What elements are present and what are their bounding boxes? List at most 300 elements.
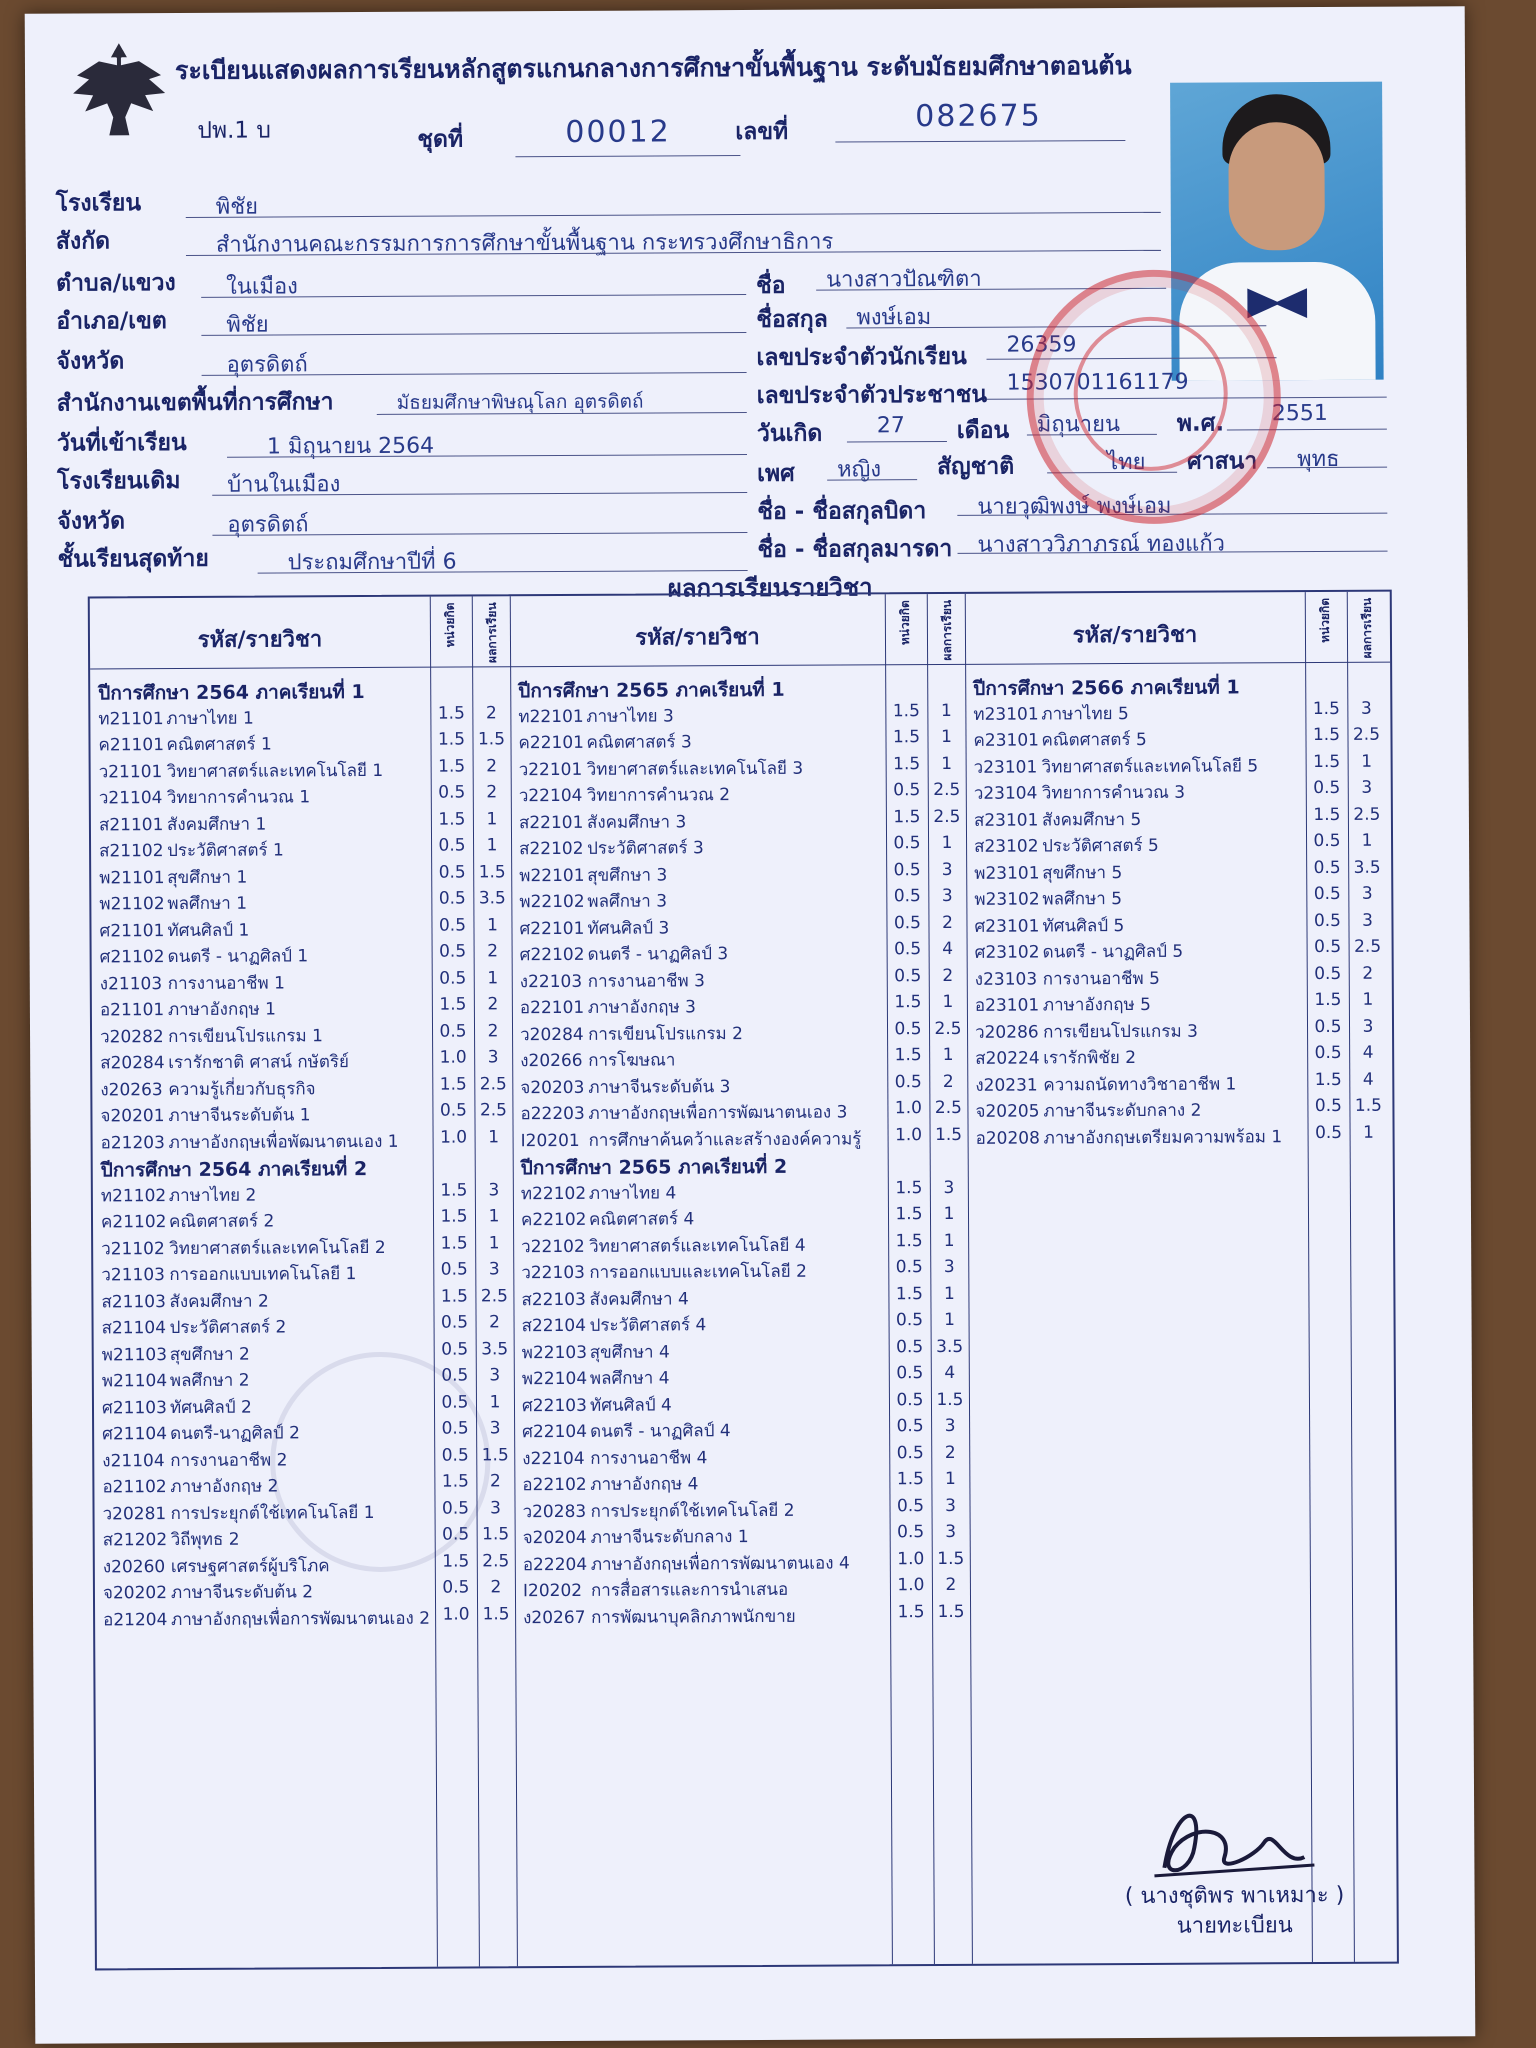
subject-code: ส21104: [101, 1318, 167, 1339]
subject-name: การสื่อสารและการนำเสนอ: [590, 1579, 789, 1601]
subject-row: [522, 1364, 670, 1392]
subject-row: [519, 834, 704, 862]
subject-row: [102, 1393, 252, 1421]
subject-row: [521, 1125, 862, 1154]
set-number: 00012: [565, 114, 671, 150]
subject-code: พ22104: [521, 1368, 588, 1390]
credit-value: 1.5: [441, 1471, 469, 1492]
col-grade-header: ผลการเรียน: [939, 599, 955, 661]
school-seal-stamp: [1026, 269, 1281, 524]
credit-value: 0.5: [893, 859, 921, 880]
credit-value: 1.5: [437, 702, 465, 724]
grade-value: 3: [941, 859, 953, 880]
subject-code: ว21102: [101, 1238, 165, 1259]
credit-value: 0.5: [1313, 830, 1341, 852]
subject-row: [99, 783, 310, 811]
credit-value: 1.5: [894, 1045, 922, 1066]
grade-value: 3: [945, 1521, 957, 1542]
subject-row: [103, 1552, 330, 1580]
subject-row: [976, 1123, 1283, 1152]
credit-value: 0.5: [893, 833, 921, 854]
subject-name: สุขศึกษา 3: [587, 864, 668, 886]
subject-row: [101, 1207, 274, 1235]
credit-value: 0.5: [1314, 1095, 1342, 1117]
subject-code: ค22102: [520, 1209, 587, 1231]
subject-name: การเขียนโปรแกรม 2: [587, 1023, 743, 1045]
grade-value: 3: [944, 1415, 956, 1436]
credit-value: 1.5: [895, 1177, 923, 1198]
subject-name: ดนตรี-นาฏศิลป์ 2: [170, 1423, 300, 1445]
credit-value: 1.5: [1312, 724, 1341, 746]
credit-value: 0.5: [438, 835, 466, 856]
grade-value: 1.5: [482, 1603, 510, 1624]
subject-name: ภาษาจีนระดับต้น 1: [168, 1105, 311, 1127]
subject-name: สุขศึกษา 5: [1042, 862, 1123, 883]
subject-name: การงานอาชีพ 2: [170, 1449, 288, 1471]
credit-value: 0.5: [1313, 883, 1341, 905]
grade-value: 4: [1362, 1069, 1374, 1090]
subject-name: พลศึกษา 5: [1042, 889, 1123, 910]
grade-value: 3: [487, 1047, 499, 1068]
subject-code: จ20201: [100, 1106, 165, 1127]
col-credit-header: หน่วยกิต: [442, 602, 458, 648]
subject-row: [100, 995, 276, 1023]
grade-value: 1: [944, 1309, 956, 1330]
subject-row: [974, 779, 1185, 807]
subject-row: [100, 1022, 323, 1050]
subject-code: พ22103: [521, 1342, 588, 1363]
subject-code: อ21101: [99, 1000, 165, 1021]
subject-code: พ22101: [519, 865, 585, 886]
grade-value: 3: [1361, 883, 1373, 904]
school-name: พิชัย: [215, 194, 259, 220]
grade-value: 1: [943, 1283, 955, 1304]
credit-value: 0.5: [897, 1522, 925, 1543]
col-grade-header: ผลการเรียน: [1359, 597, 1375, 659]
subject-name: ทัศนศิลป์ 1: [167, 920, 250, 941]
subject-name: สังคมศึกษา 5: [1041, 809, 1142, 830]
grade-value: 2: [487, 994, 499, 1015]
subject-code: ว21103: [101, 1265, 165, 1286]
subject-name: การประยุกต์ใช้เทคโนโลยี 2: [590, 1500, 795, 1522]
credit-value: 1.5: [893, 806, 921, 827]
subject-row: [518, 702, 674, 730]
subject-code: ง22104: [522, 1448, 585, 1469]
credit-value: 1.5: [897, 1601, 925, 1622]
subject-row: [99, 890, 247, 918]
subject-row: [520, 1046, 675, 1074]
grade-value: 1: [941, 832, 953, 853]
grade-value: 1.5: [481, 1444, 509, 1465]
subject-code: ง20260: [102, 1556, 166, 1577]
subject-row: [519, 808, 686, 836]
results-table: [88, 590, 1399, 1971]
subject-code: ส21101: [98, 814, 164, 835]
subject-name: ประวัติศาสตร์ 1: [167, 840, 284, 862]
subject-name: ทัศนศิลป์ 2: [169, 1397, 252, 1418]
subject-code: พ22102: [519, 891, 585, 913]
subject-code: ศ22103: [521, 1395, 587, 1416]
subject-name: คณิตศาสตร์ 5: [1041, 729, 1147, 751]
subject-row: [974, 832, 1159, 860]
subject-code: ว20286: [974, 1021, 1039, 1043]
subject-row: [974, 912, 1124, 940]
subject-name: เรารักพิชัย 2: [1043, 1047, 1137, 1069]
subject-code: ง23103: [974, 968, 1038, 990]
credit-value: 1.0: [897, 1575, 925, 1596]
subject-code: ท21102: [100, 1185, 167, 1206]
subject-row: [100, 1075, 315, 1103]
grade-value: 1: [941, 726, 952, 747]
credit-value: 1.5: [1314, 989, 1342, 1011]
grade-value: 3: [1361, 910, 1373, 931]
grade-value: 1: [486, 835, 498, 856]
col-credit-header: หน่วยกิต: [897, 600, 913, 646]
subject-name: ความถนัดทางวิชาอาชีพ 1: [1043, 1073, 1237, 1095]
grade-value: 2: [944, 1442, 956, 1463]
subject-name: เศรษฐศาสตร์ผู้บริโภค: [170, 1555, 330, 1577]
subject-name: วิทยาศาสตร์และเทคโนโลยี 2: [169, 1237, 386, 1259]
credit-value: 0.5: [1313, 910, 1342, 931]
subject-code: อ22204: [522, 1554, 588, 1575]
subject-row: [975, 1097, 1201, 1125]
subject-code: พ23101: [974, 862, 1040, 884]
credit-value: 1.5: [1313, 751, 1341, 772]
subject-name: ความรู้เกี่ยวกับธุรกิจ: [168, 1078, 316, 1100]
subject-code: ส21103: [101, 1291, 166, 1312]
student-surname: พงษ์เอม: [856, 305, 932, 331]
subject-name: การงานอาชีพ 5: [1042, 968, 1160, 989]
grade-value: 1: [943, 1203, 955, 1224]
credit-value: 1.0: [894, 1098, 923, 1119]
subject-name: เรารักชาติ ศาสน์ กษัตริย์: [168, 1052, 350, 1074]
subject-code: อ21204: [103, 1609, 168, 1630]
subject-row: [103, 1578, 313, 1606]
subject-name: พลศึกษา 2: [169, 1370, 250, 1392]
grade-value: 1: [488, 1126, 500, 1147]
subject-name: การโฆษณา: [588, 1050, 676, 1071]
credit-value: 0.5: [439, 941, 467, 962]
credit-value: 1.5: [440, 1285, 468, 1307]
credit-value: 0.5: [438, 782, 466, 803]
credit-value: 0.5: [441, 1365, 469, 1386]
credit-value: 1.5: [440, 1206, 468, 1227]
credit-value: 1.5: [442, 1550, 470, 1572]
subject-row: [523, 1549, 850, 1578]
subject-row: [102, 1419, 300, 1447]
subject-row: [523, 1602, 796, 1630]
subject-row: [521, 1258, 807, 1286]
grade-value: 3: [490, 1497, 501, 1518]
subject-code: I20202: [522, 1580, 583, 1602]
grade-value: 2: [942, 1071, 954, 1092]
grade-value: 2: [490, 1577, 502, 1598]
subject-row: [100, 1048, 349, 1076]
semester-heading: ปีการศึกษา 2564 ภาคเรียนที่ 2: [100, 1158, 368, 1182]
subject-name: ภาษาจีนระดับต้น 3: [588, 1076, 731, 1098]
subject-name: ประวัติศาสตร์ 2: [169, 1317, 287, 1339]
subject-row: [975, 938, 1184, 966]
mother-label: ชื่อ - ชื่อสกุลมารดา: [757, 535, 953, 563]
subject-code: ส22103: [521, 1289, 586, 1310]
subject-name: การเขียนโปรแกรม 3: [1042, 1021, 1198, 1042]
credit-value: 0.5: [441, 1391, 469, 1413]
subject-code: พ21101: [99, 867, 165, 888]
subject-name: การพัฒนาบุคลิกภาพนักขาย: [591, 1606, 796, 1628]
subject-row: [102, 1340, 250, 1368]
subject-name: ภาษาไทย 5: [1041, 703, 1129, 724]
credit-value: 1.5: [439, 1073, 467, 1095]
credit-value: 1.5: [1313, 804, 1341, 825]
citizen-id-label: เลขประจำตัวประชาชน: [756, 381, 988, 409]
number-label: เลขที่: [735, 118, 789, 146]
credit-value: 0.5: [439, 1020, 467, 1042]
subject-row: [103, 1526, 240, 1554]
credit-value: 0.5: [893, 912, 922, 933]
subject-name: คณิตศาสตร์ 4: [588, 1209, 695, 1230]
grade-value: 3: [1362, 1016, 1374, 1037]
grade-value: 2.5: [479, 1100, 508, 1121]
subject-name: ประวัติศาสตร์ 5: [1042, 835, 1159, 857]
credit-value: 1.0: [442, 1603, 470, 1625]
birth-label: วันเกิด: [756, 420, 823, 447]
subject-code: ว20282: [100, 1026, 164, 1047]
subject-code: ท21101: [98, 708, 164, 729]
grade-value: 2: [486, 782, 498, 803]
subject-code: ค21102: [100, 1212, 167, 1233]
grade-value: 1: [1362, 989, 1374, 1010]
credit-value: 1.5: [895, 1230, 923, 1251]
credit-value: 1.5: [894, 992, 922, 1013]
subject-row: [520, 940, 729, 968]
subject-code: ค21101: [98, 735, 165, 756]
document-title: ระเบียนแสดงผลการเรียนหลักสูตรแกนกลางการศึกษาขั้นพื้นฐาน ระดับมัธยมศึกษาตอนต้น: [174, 50, 1132, 85]
subject-row: [974, 752, 1259, 780]
grade-value: 1: [944, 1468, 956, 1489]
credit-value: 0.5: [1314, 1016, 1342, 1037]
credit-value: 0.5: [1314, 936, 1342, 958]
subject-row: [975, 991, 1151, 1019]
credit-value: 0.5: [894, 939, 922, 960]
subject-code: ว21101: [98, 761, 163, 782]
subject-row: [101, 1127, 399, 1156]
subject-code: ศ21104: [102, 1424, 168, 1445]
credit-value: 0.5: [896, 1336, 924, 1357]
area-label: สำนักงานเขตพื้นที่การศึกษา: [56, 389, 334, 417]
credit-value: 0.5: [896, 1389, 924, 1410]
subject-code: ส20284: [100, 1053, 165, 1074]
subject-name: คณิตศาสตร์ 2: [168, 1211, 275, 1233]
citizen-id: 1530701161179: [1006, 369, 1189, 396]
subject-row: [522, 1496, 794, 1524]
credit-value: 1.5: [895, 1204, 923, 1225]
subject-row: [519, 914, 669, 942]
col-grade-header: ผลการเรียน: [484, 602, 500, 664]
grade-value: 3: [489, 1418, 501, 1439]
subject-code: ส21202: [102, 1530, 168, 1551]
document-number: 082675: [915, 98, 1042, 135]
sex: หญิง: [837, 457, 882, 483]
subject-row: [100, 969, 285, 997]
credit-value: 0.5: [441, 1444, 469, 1466]
subject-code: ท23101: [973, 703, 1039, 725]
grade-value: 1: [943, 1230, 955, 1251]
subject-code: พ21104: [101, 1371, 168, 1392]
nation-label: สัญชาติ: [937, 453, 1015, 481]
prev-school: บ้านในเมือง: [227, 472, 341, 498]
affiliation-label: สังกัด: [55, 228, 111, 255]
subject-row: [102, 1313, 287, 1341]
name-label: ชื่อ: [756, 272, 786, 299]
subject-code: ว20283: [522, 1501, 587, 1522]
credit-value: 0.5: [893, 886, 921, 907]
subject-name: วิทยาศาสตร์และเทคโนโลยี 5: [1041, 755, 1259, 777]
subject-row: [519, 861, 667, 889]
subject-name: ภาษาจีนระดับกลาง 1: [590, 1527, 749, 1548]
subject-name: สังคมศึกษา 2: [169, 1291, 269, 1312]
subject-name: ดนตรี - นาฏศิลป์ 1: [167, 946, 309, 968]
subject-row: [520, 1020, 743, 1048]
credit-value: 0.5: [895, 1310, 924, 1331]
subject-row: [98, 704, 254, 732]
subject-row: [519, 781, 730, 809]
grade-value: 1: [486, 914, 498, 935]
subject-row: [523, 1523, 749, 1551]
father-label: ชื่อ - ชื่อสกุลบิดา: [757, 498, 927, 525]
grade-value: 2: [486, 755, 498, 776]
month-label: เดือน: [956, 417, 1010, 444]
subject-name: สังคมศึกษา 3: [586, 811, 687, 833]
credit-value: 0.5: [896, 1495, 925, 1516]
subject-name: การงานอาชีพ 4: [590, 1447, 708, 1469]
subject-name: ภาษาอังกฤษเตรียมความพร้อม 1: [1043, 1126, 1283, 1148]
subject-name: คณิตศาสตร์ 3: [586, 732, 692, 753]
grade-value: 1: [487, 967, 499, 988]
credit-value: 1.0: [894, 1124, 923, 1145]
grade-value: 3: [1361, 777, 1373, 798]
form-code: ปพ.1 บ: [197, 117, 272, 144]
subject-row: [975, 1070, 1236, 1098]
subject-row: [975, 964, 1160, 992]
subject-row: [102, 1367, 250, 1395]
grade-value: 2.5: [933, 779, 961, 801]
subject-code: ศ21103: [101, 1397, 167, 1418]
subject-name: ดนตรี - นาฏศิลป์ 4: [590, 1421, 731, 1442]
transcript-paper: [25, 6, 1476, 2044]
col-credit-header: หน่วยกิต: [1317, 597, 1333, 643]
grade-value: 1: [1361, 751, 1373, 772]
col-subject-header: รหัส/รายวิชา: [635, 624, 760, 651]
credit-value: 0.5: [896, 1363, 924, 1384]
grade-value: 2.5: [480, 1285, 508, 1306]
entry-date: 1 มิถุนายน 2564: [266, 433, 435, 460]
grade-value: 3: [945, 1495, 956, 1516]
credit-value: 1.5: [893, 753, 921, 774]
subject-row: [99, 863, 247, 891]
subject-code: ว23104: [973, 783, 1038, 804]
grade-value: 2: [1362, 963, 1374, 984]
grade-value: 3: [943, 1177, 955, 1198]
religion: พุทธ: [1296, 446, 1340, 473]
subject-code: ค22101: [518, 732, 585, 754]
credit-value: 0.5: [894, 965, 922, 986]
grade-value: 1.5: [1354, 1095, 1382, 1116]
semester-heading: ปีการศึกษา 2566 ภาคเรียนที่ 1: [973, 676, 1240, 700]
credit-value: 0.5: [438, 861, 466, 883]
subject-row: [102, 1498, 374, 1526]
semester-heading: ปีการศึกษา 2564 ภาคเรียนที่ 1: [98, 681, 365, 705]
subject-code: ง20231: [975, 1074, 1038, 1096]
subject-name: วิทยาการคำนวณ 1: [166, 787, 311, 809]
subject-row: [100, 1101, 310, 1129]
subject-code: อ23101: [974, 995, 1040, 1016]
credit-value: 1.5: [1314, 1069, 1342, 1090]
credit-value: 1.5: [896, 1469, 924, 1490]
subject-row: [520, 967, 705, 995]
subject-code: ส22102: [519, 838, 584, 860]
credit-value: 0.5: [894, 1071, 922, 1092]
subject-row: [102, 1446, 287, 1474]
birth-day: 27: [876, 413, 905, 439]
grade-value: 3: [941, 885, 953, 906]
subject-code: ศ22104: [522, 1421, 588, 1443]
subject-row: [522, 1391, 672, 1419]
subject-code: ว20284: [519, 1024, 584, 1045]
semester-heading: ปีการศึกษา 2565 ภาคเรียนที่ 2: [520, 1155, 788, 1180]
subject-row: [99, 916, 249, 944]
subject-code: ท22101: [518, 706, 584, 727]
subject-row: [102, 1472, 278, 1500]
grade-value: 1.5: [477, 729, 506, 750]
subject-name: การออกแบบเทคโนโลยี 1: [169, 1264, 357, 1286]
subject-code: ศ21102: [99, 947, 165, 968]
subject-row: [520, 993, 696, 1021]
credit-value: 0.5: [1314, 1122, 1343, 1143]
subject-code: อ21102: [102, 1477, 167, 1498]
grade-value: 2: [487, 941, 499, 962]
results-title: ผลการเรียนรายวิชา: [667, 573, 873, 603]
credit-value: 1.5: [892, 700, 920, 721]
credit-value: 1.5: [440, 1179, 468, 1201]
subject-name: ภาษาอังกฤษ 1: [167, 999, 276, 1021]
grade-value: 2: [489, 1471, 501, 1492]
grade-value: 2.5: [933, 806, 961, 827]
subject-name: การเขียนโปรแกรม 1: [168, 1025, 323, 1047]
subject-code: ง22103: [519, 971, 583, 992]
subject-name: การออกแบบและเทคโนโลยี 2: [589, 1261, 807, 1283]
grade-value: 3: [1360, 698, 1372, 719]
credit-value: 0.5: [441, 1497, 470, 1519]
subject-name: สังคมศึกษา 1: [166, 814, 267, 835]
grade-value: 1: [1363, 1122, 1375, 1143]
subject-row: [974, 885, 1122, 913]
credit-value: 0.5: [1313, 777, 1341, 799]
subject-name: การงานอาชีพ 1: [167, 972, 285, 994]
subject-row: [522, 1470, 698, 1498]
student-id-label: เลขประจำตัวนักเรียน: [756, 343, 967, 371]
subject-row: [975, 1044, 1136, 1072]
subject-code: อ21203: [100, 1132, 165, 1153]
subject-code: ศ23102: [974, 942, 1040, 963]
credit-value: 1.5: [439, 994, 467, 1015]
grade-value: 2.5: [482, 1550, 510, 1571]
surname-label: ชื่อสกุล: [756, 306, 828, 333]
grade-value: 1.5: [478, 861, 506, 882]
subject-code: อ22203: [520, 1103, 585, 1125]
subject-code: ง21104: [102, 1450, 165, 1471]
grade-value: 2.5: [934, 1018, 962, 1039]
subject-row: [519, 754, 804, 782]
